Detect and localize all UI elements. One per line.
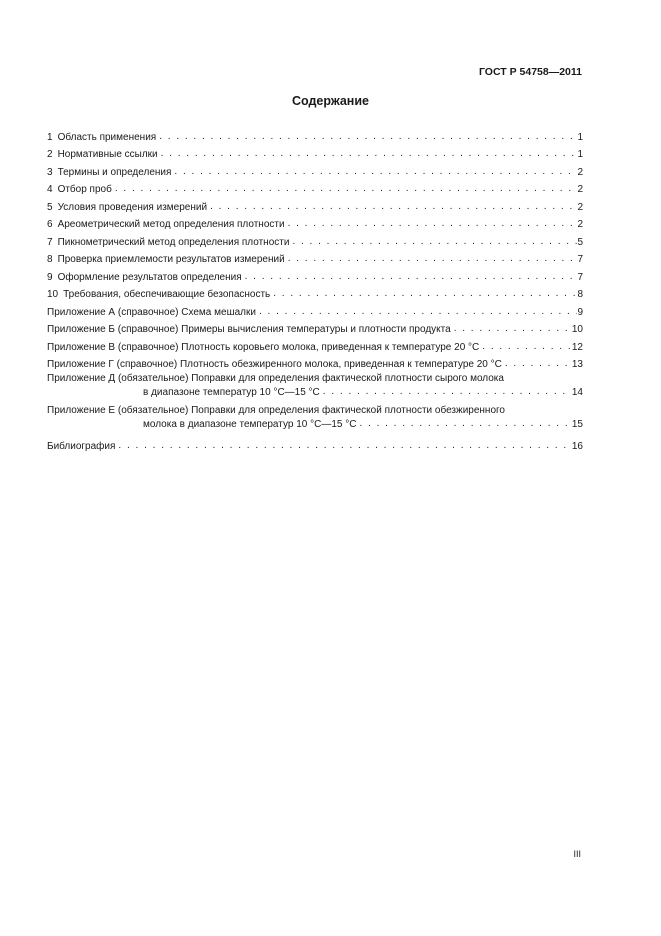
toc-page: 13 bbox=[571, 359, 583, 370]
toc-page: 16 bbox=[571, 440, 583, 452]
toc-line-1 bbox=[47, 370, 583, 384]
toc-text: Приложение Д (обязательное) Поправки для определения фактической плотности сырого молока bbox=[47, 373, 504, 384]
toc-leader bbox=[270, 288, 577, 300]
toc-leader bbox=[479, 341, 572, 353]
toc-text: Приложение Б (справочное) Примеры вычисления температуры и плотности продукта bbox=[47, 324, 451, 335]
toc-text-continued: в диапазоне температур 10 °С—15 °С bbox=[143, 387, 320, 398]
toc-leader bbox=[242, 271, 578, 283]
toc-number: 9 bbox=[47, 271, 53, 283]
toc-entry-appendix-v[interactable] bbox=[47, 335, 583, 353]
toc-page: 7 bbox=[577, 254, 583, 265]
toc-leader bbox=[451, 323, 572, 335]
toc-page: 1 bbox=[577, 131, 583, 143]
toc-leader bbox=[285, 218, 578, 230]
toc-page: 15 bbox=[571, 419, 583, 430]
toc-page: 2 bbox=[577, 201, 583, 213]
toc-text: Оформление результатов определения bbox=[57, 271, 242, 283]
toc-leader bbox=[502, 358, 572, 370]
toc-number: 8 bbox=[47, 254, 53, 265]
toc-entry-7[interactable] bbox=[47, 230, 583, 248]
toc-page: 12 bbox=[571, 341, 583, 353]
toc-entry-5[interactable] bbox=[47, 195, 583, 213]
toc-entry-bibliography[interactable] bbox=[47, 434, 583, 452]
toc-entry-appendix-g[interactable] bbox=[47, 353, 583, 371]
toc-entry-2[interactable] bbox=[47, 143, 583, 161]
toc-text: Условия проведения измерений bbox=[57, 201, 208, 213]
table-of-contents bbox=[47, 125, 583, 452]
toc-entry-3[interactable] bbox=[47, 160, 583, 178]
toc-leader bbox=[356, 418, 571, 430]
toc-leader bbox=[171, 166, 577, 178]
toc-text: Приложение Г (справочное) Плотность обезжиренного молока, приведенная к температуре 20 °С bbox=[47, 359, 502, 370]
toc-page: 2 bbox=[577, 166, 583, 178]
toc-page: 8 bbox=[577, 289, 583, 300]
toc-entry-appendix-a[interactable] bbox=[47, 300, 583, 318]
toc-number: 10 bbox=[47, 289, 59, 300]
toc-page: 2 bbox=[577, 219, 583, 230]
toc-text: Требования, обеспечивающие безопасность bbox=[63, 289, 271, 300]
toc-text: Термины и определения bbox=[57, 166, 172, 178]
toc-leader bbox=[115, 440, 571, 452]
toc-leader bbox=[285, 253, 578, 265]
toc-text: Пикнометрический метод определения плотности bbox=[57, 236, 290, 248]
toc-entry-6[interactable] bbox=[47, 213, 583, 231]
toc-page: 9 bbox=[577, 306, 583, 318]
toc-leader bbox=[207, 201, 577, 213]
toc-line-2 bbox=[47, 416, 583, 430]
toc-entry-1[interactable] bbox=[47, 125, 583, 143]
toc-text: Приложение В (справочное) Плотность коровьего молока, приведенная к температуре 20 °С bbox=[47, 341, 480, 353]
toc-page: 5 bbox=[577, 236, 583, 248]
toc-number: 7 bbox=[47, 236, 53, 248]
doc-code: ГОСТ Р 54758—2011 bbox=[478, 66, 582, 78]
toc-entry-4[interactable] bbox=[47, 178, 583, 196]
toc-text: Ареометрический метод определения плотности bbox=[57, 219, 285, 230]
toc-page: 14 bbox=[571, 387, 583, 398]
toc-number: 5 bbox=[47, 201, 53, 213]
toc-text: Нормативные ссылки bbox=[57, 149, 158, 160]
toc-page: 1 bbox=[577, 149, 583, 160]
toc-entry-10[interactable] bbox=[47, 283, 583, 301]
toc-leader bbox=[289, 236, 577, 248]
toc-leader bbox=[158, 148, 578, 160]
toc-leader bbox=[320, 386, 572, 398]
toc-entry-appendix-e[interactable] bbox=[47, 402, 583, 430]
toc-number: 3 bbox=[47, 166, 53, 178]
toc-page: 2 bbox=[577, 184, 583, 195]
toc-leader bbox=[256, 306, 577, 318]
toc-text: Приложение Е (обязательное) Поправки для определения фактической плотности обезжиренного bbox=[47, 405, 505, 416]
toc-entry-8[interactable] bbox=[47, 248, 583, 266]
toc-text: Приложение А (справочное) Схема мешалки bbox=[47, 306, 256, 318]
toc-leader bbox=[156, 131, 577, 143]
page-folio: III bbox=[573, 849, 581, 859]
toc-page: 7 bbox=[577, 271, 583, 283]
toc-text: Область применения bbox=[57, 131, 157, 143]
toc-text: Проверка приемлемости результатов измерений bbox=[57, 254, 285, 265]
toc-entry-appendix-b[interactable] bbox=[47, 318, 583, 336]
toc-line-2 bbox=[47, 384, 583, 398]
toc-page: 10 bbox=[571, 324, 583, 335]
toc-text: Отбор проб bbox=[57, 184, 112, 195]
toc-entry-9[interactable] bbox=[47, 265, 583, 283]
toc-number: 4 bbox=[47, 184, 53, 195]
toc-text-continued: молока в диапазоне температур 10 °С—15 °С bbox=[143, 419, 357, 430]
toc-number: 2 bbox=[47, 149, 53, 160]
toc-line-1 bbox=[47, 402, 583, 416]
page-title: Содержание bbox=[291, 94, 369, 108]
toc-entry-appendix-d[interactable] bbox=[47, 370, 583, 398]
toc-leader bbox=[112, 183, 578, 195]
toc-text: Библиография bbox=[47, 440, 116, 452]
toc-number: 6 bbox=[47, 219, 53, 230]
toc-number: 1 bbox=[47, 131, 53, 143]
